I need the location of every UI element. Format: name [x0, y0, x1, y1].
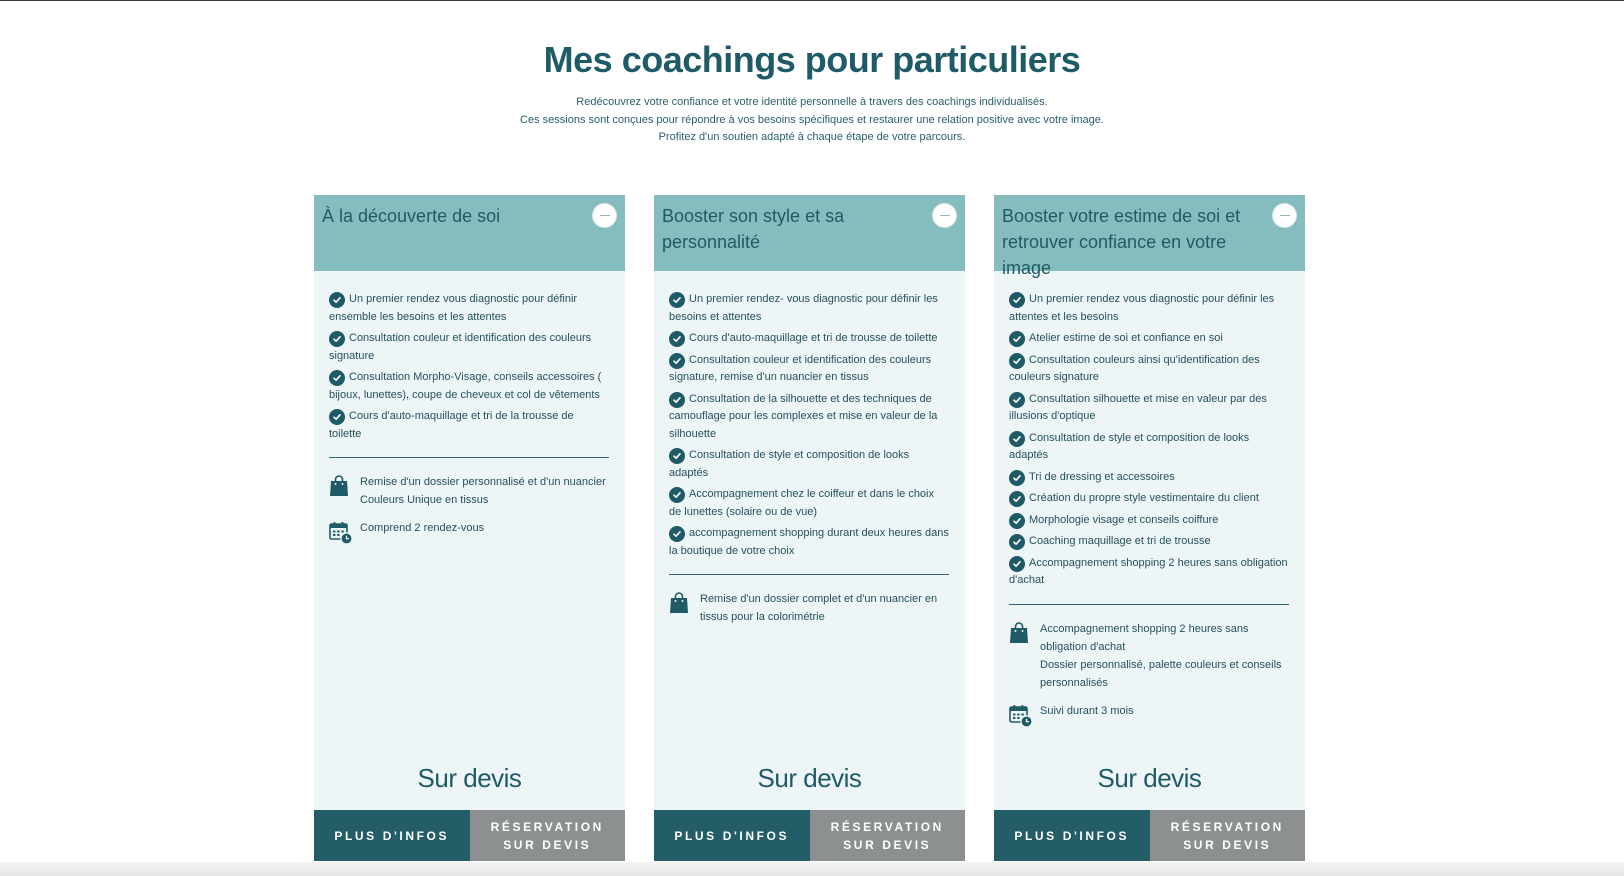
- check-circle-icon: [1009, 534, 1025, 550]
- feature-item: [1009, 469, 1289, 487]
- card-actions: [654, 810, 965, 861]
- calendar-clock-icon: [1009, 704, 1031, 733]
- feature-item: [669, 291, 949, 326]
- check-circle-icon: [669, 392, 685, 408]
- check-circle-icon: [1009, 292, 1025, 308]
- collapse-button[interactable]: [592, 203, 617, 228]
- feature-item: [1009, 490, 1289, 508]
- extra-text: [700, 590, 949, 626]
- feature-item: [669, 486, 949, 521]
- feature-text: Consultation de la silhouette et des techniques de camouflage pour les complexes et mise en valeur de la silhouette: [669, 392, 938, 440]
- check-circle-icon: [669, 331, 685, 347]
- check-circle-icon: [1009, 392, 1025, 408]
- intro-line: Redécouvrez votre confiance et votre identité personnelle à travers des coachings individualisés.: [576, 96, 1048, 108]
- feature-text: Un premier rendez vous diagnostic pour définir ensemble les besoins et les attentes: [329, 293, 578, 323]
- intro-line: Ces sessions sont conçues pour répondre à vos besoins spécifiques et restaurer une relation positive avec votre image.: [520, 113, 1104, 126]
- extra-item: [669, 590, 949, 626]
- feature-item: [329, 330, 609, 365]
- book-quote-button[interactable]: RÉSERVATION SUR DEVIS: [810, 810, 966, 861]
- more-info-button[interactable]: PLUS D'INFOS: [314, 810, 470, 861]
- intro-text: [0, 94, 1624, 147]
- check-circle-icon: [669, 487, 685, 503]
- feature-text: Un premier rendez- vous diagnostic pour définir les besoins et attentes: [669, 293, 938, 323]
- feature-item: [1009, 533, 1289, 551]
- feature-item: [669, 330, 949, 348]
- extra-line: Suivi durant 3 mois: [1040, 704, 1134, 717]
- pricing-card: [994, 195, 1305, 861]
- extra-line: Accompagnement shopping 2 heures sans obligation d'achat: [1040, 622, 1249, 653]
- feature-item: [669, 391, 949, 444]
- check-circle-icon: [669, 353, 685, 369]
- card-actions: [314, 810, 625, 861]
- feature-item: [669, 525, 949, 560]
- card-actions: [994, 810, 1305, 861]
- feature-list: [669, 291, 949, 560]
- feature-text: Accompagnement shopping 2 heures sans obligation d'achat: [1009, 556, 1288, 586]
- feature-text: Cours d'auto-maquillage et tri de la trousse de toilette: [329, 410, 574, 440]
- bottom-edge: [0, 862, 1624, 876]
- feature-text: Consultation silhouette et mise en valeur par des illusions d'optique: [1009, 392, 1267, 422]
- minus-icon: [1280, 215, 1290, 217]
- check-circle-icon: [669, 292, 685, 308]
- extra-item: [329, 519, 609, 550]
- price-label: Sur devis: [417, 763, 522, 793]
- extra-line: Comprend 2 rendez-vous: [360, 522, 485, 534]
- card-title: Booster votre estime de soi et retrouver confiance en votre image: [1002, 206, 1241, 278]
- book-quote-button[interactable]: RÉSERVATION SUR DEVIS: [470, 810, 626, 861]
- divider: [669, 574, 949, 575]
- check-circle-icon: [669, 526, 685, 542]
- feature-item: [669, 447, 949, 482]
- minus-icon: [600, 215, 610, 217]
- feature-item: [329, 369, 609, 404]
- calendar-clock-icon: [329, 521, 351, 550]
- shopping-bag-icon: [1009, 622, 1031, 649]
- price-label: Sur devis: [1097, 763, 1202, 793]
- feature-item: [1009, 352, 1289, 387]
- page-title: Mes coachings pour particuliers: [543, 39, 1081, 80]
- feature-item: [1009, 512, 1289, 530]
- feature-item: [1009, 391, 1289, 426]
- extra-line: Remise d'un dossier complet et d'un nuancier en tissus pour la colorimétrie: [700, 593, 938, 623]
- check-circle-icon: [1009, 431, 1025, 447]
- card-body: [654, 271, 965, 626]
- shopping-bag-icon: [669, 592, 691, 619]
- check-circle-icon: [329, 331, 345, 347]
- more-info-button[interactable]: PLUS D'INFOS: [994, 810, 1150, 861]
- extra-item: [329, 473, 609, 509]
- feature-text: Consultation couleurs ainsi qu'identification des couleurs signature: [1009, 353, 1260, 383]
- card-body: [314, 271, 625, 550]
- card-body: [994, 271, 1305, 733]
- feature-text: Un premier rendez vous diagnostic pour définir les attentes et les besoins: [1009, 293, 1275, 323]
- collapse-button[interactable]: [1272, 203, 1297, 228]
- divider: [1009, 604, 1289, 605]
- feature-text: Consultation de style et composition de looks adaptés: [1009, 431, 1250, 461]
- check-circle-icon: [1009, 353, 1025, 369]
- extra-text: [360, 519, 484, 537]
- feature-text: Consultation de style et composition de looks adaptés: [669, 449, 910, 479]
- check-circle-icon: [1009, 470, 1025, 486]
- feature-text: Cours d'auto-maquillage et tri de trousse de toilette: [689, 332, 938, 344]
- feature-item: [669, 352, 949, 387]
- section-header: [0, 36, 1624, 147]
- check-circle-icon: [1009, 513, 1025, 529]
- intro-line: Profitez d'un soutien adapté à chaque étape de votre parcours.: [658, 131, 966, 143]
- feature-text: accompagnement shopping durant deux heures dans la boutique de votre choix: [669, 527, 949, 557]
- more-info-button[interactable]: PLUS D'INFOS: [654, 810, 810, 861]
- check-circle-icon: [329, 409, 345, 425]
- card-title: Booster son style et sa personnalité: [662, 206, 845, 252]
- top-border: [0, 0, 1624, 1]
- card-header: [314, 195, 625, 271]
- check-circle-icon: [329, 370, 345, 386]
- feature-text: Création du propre style vestimentaire du client: [1029, 492, 1259, 504]
- card-title: À la découverte de soi: [322, 206, 501, 226]
- book-quote-button[interactable]: RÉSERVATION SUR DEVIS: [1150, 810, 1306, 861]
- extra-item: [1009, 620, 1289, 692]
- feature-item: [1009, 555, 1289, 590]
- feature-text: Consultation couleur et identification des couleurs signature, remise d'un nuancier en tissus: [669, 353, 932, 383]
- extra-text: [1040, 620, 1289, 692]
- feature-text: Coaching maquillage et tri de trousse: [1029, 535, 1211, 547]
- price-label: Sur devis: [757, 763, 862, 793]
- feature-item: [329, 291, 609, 326]
- feature-list: [1009, 291, 1289, 590]
- check-circle-icon: [329, 292, 345, 308]
- feature-list: [329, 291, 609, 443]
- extra-text: [1040, 702, 1134, 720]
- feature-item: [329, 408, 609, 443]
- feature-text: Consultation Morpho-Visage, conseils accessoires ( bijoux, lunettes), coupe de cheveux et col de vêtements: [329, 371, 602, 401]
- extra-item: [1009, 702, 1289, 733]
- feature-text: Morphologie visage et conseils coiffure: [1029, 513, 1219, 526]
- check-circle-icon: [1009, 556, 1025, 572]
- pricing-card: [314, 195, 625, 861]
- feature-item: [1009, 291, 1289, 326]
- feature-text: Accompagnement chez le coiffeur et dans le choix de lunettes (solaire ou de vue): [669, 488, 934, 518]
- card-header: [654, 195, 965, 271]
- extra-line: Remise d'un dossier personnalisé et d'un nuancier Couleurs Unique en tissus: [360, 476, 606, 506]
- extra-line: Dossier personnalisé, palette couleurs et conseils personnalisés: [1040, 658, 1282, 689]
- collapse-button[interactable]: [932, 203, 957, 228]
- feature-item: [1009, 330, 1289, 348]
- check-circle-icon: [669, 448, 685, 464]
- pricing-card: [654, 195, 965, 861]
- minus-icon: [940, 215, 950, 217]
- check-circle-icon: [1009, 331, 1025, 347]
- divider: [329, 457, 609, 458]
- check-circle-icon: [1009, 491, 1025, 507]
- card-header: [994, 195, 1305, 278]
- extra-text: [360, 473, 609, 509]
- feature-text: Atelier estime de soi et confiance en soi: [1029, 332, 1223, 344]
- feature-item: [1009, 430, 1289, 465]
- feature-text: Tri de dressing et accessoires: [1029, 470, 1175, 483]
- feature-text: Consultation couleur et identification des couleurs signature: [329, 332, 592, 362]
- shopping-bag-icon: [329, 475, 351, 502]
